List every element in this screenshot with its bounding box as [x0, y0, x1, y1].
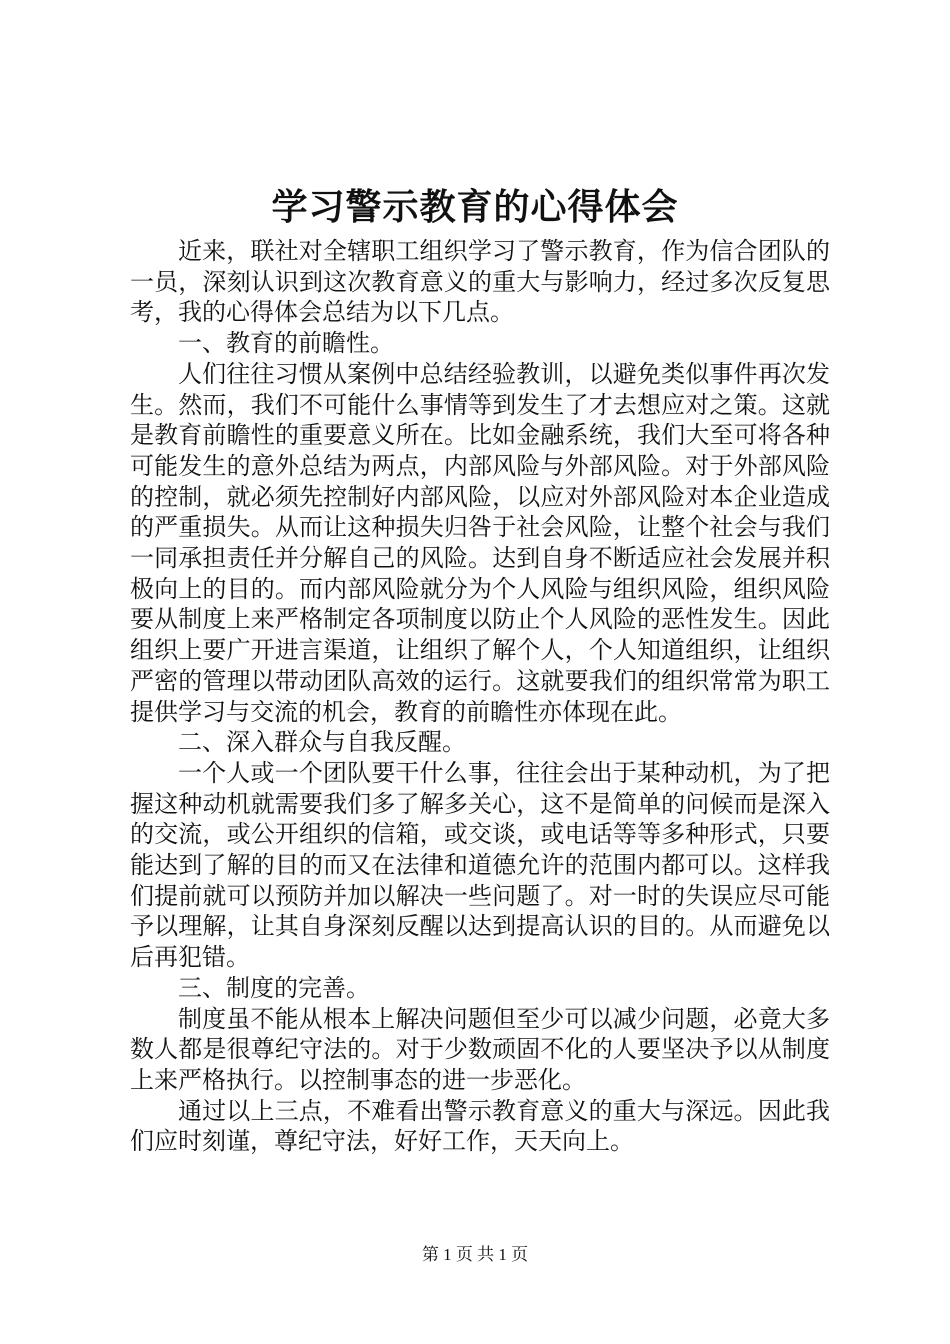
section-heading-2: 二、深入群众与自我反醒。 [178, 728, 466, 757]
paragraph-section-3: 制度虽不能从根本上解决问题但至少可以减少问题，必竟大多数人都是很尊纪守法的。对于少数顽固不化的人要坚决予以从制度上来严格执行。以控制事态的进一步恶化。 [130, 1004, 830, 1094]
document-title: 学习警示教育的心得体会 [271, 186, 679, 228]
paragraph-intro: 近来，联社对全辖职工组织学习了警示教育，作为信合团队的一员，深刻认识到这次教育意义的重大与影响力，经过多次反复思考，我的心得体会总结为以下几点。 [130, 237, 830, 327]
section-heading-3: 三、制度的完善。 [178, 973, 370, 1002]
paragraph-section-1: 人们往往习惯从案例中总结经验教训，以避免类似事件再次发生。然而，我们不可能什么事情等到发生了才去想应对之策。这就是教育前瞻性的重要意义所在。比如金融系统，我们大至可将各种可能发生的意外总结为两点，内部风险与外部风险。对于外部风险的控制，就必须先控制好内部风险，以应对外部风险对本企业造成的严重损失。从而让这种损失归咎于社会风险，让整个社会与我们一同承担责任并分解自己的风险。达到自身不断适应社会发展并积极向上的目的。而内部风险就分为个人风险与组织风险，组织风险要从制度上来严格制定各项制度以防止个人风险的恶性发生。因此组织上要广开进言渠道，让组织了解个人，个人知道组织，让组织严密的管理以带动团队高效的运行。这就要我们的组织常常为职工提供学习与交流的机会，教育的前瞻性亦体现在此。 [130, 359, 830, 726]
document-body [130, 236, 830, 1157]
section-heading-1: 一、教育的前瞻性。 [178, 329, 394, 358]
paragraph-section-2: 一个人或一个团队要干什么事，往往会出于某种动机，为了把握这种动机就需要我们多了解多关心，这不是简单的问候而是深入的交流，或公开组织的信箱，或交谈，或电话等等多种形式，只要能达到了解的目的而又在法律和道德允许的范围内都可以。这样我们提前就可以预防并加以解决一些问题了。对一时的失误应尽可能予以理解，让其自身深刻反醒以达到提高认识的目的。从而避免以后再犯错。 [130, 758, 830, 972]
paragraph-conclusion: 通过以上三点，不难看出警示教育意义的重大与深远。因此我们应时刻谨，尊纪守法，好好工作，天天向上。 [130, 1096, 830, 1156]
page-footer: 第 1 页 共 1 页 [421, 1245, 529, 1264]
